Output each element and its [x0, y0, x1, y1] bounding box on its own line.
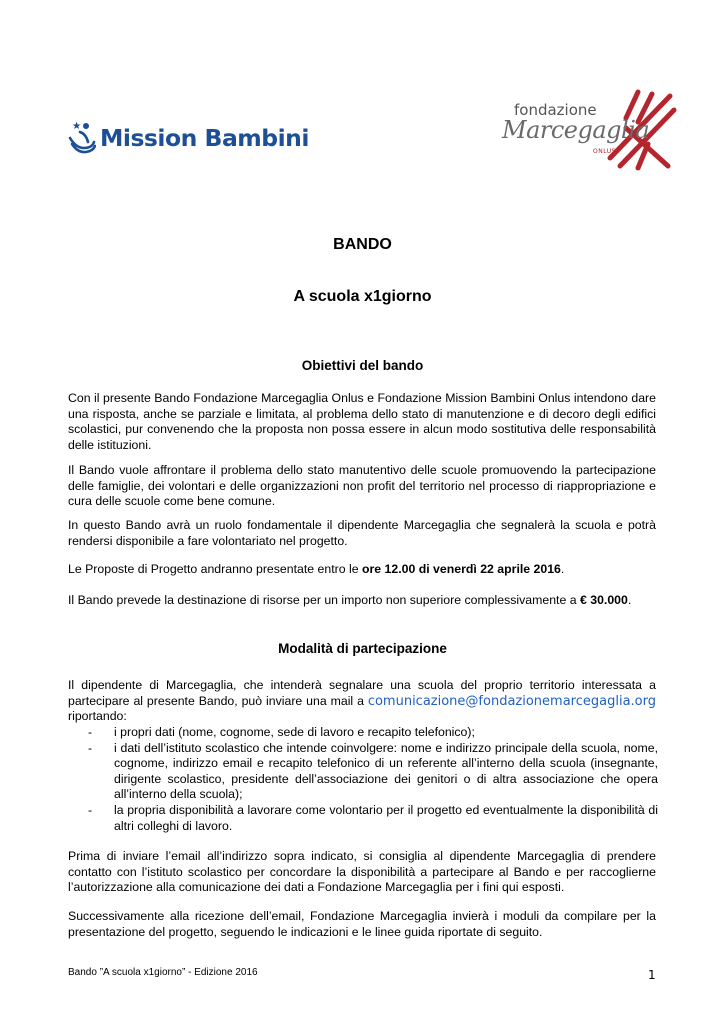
list-item-text: i propri dati (nome, cognome, sede di lavoro e recapito telefonico); [114, 725, 475, 739]
mission-bambini-logo [68, 118, 309, 158]
section-heading-objectives: Obiettivi del bando [301, 358, 424, 373]
list-item-text: la propria disponibilità a lavorare come volontario per il progetto ed eventualmente la disponibilità di altri colleghi di lavoro. [114, 802, 658, 833]
document-subtitle: A scuola x1giorno [293, 288, 432, 305]
paragraph-next-steps: Successivamente alla ricezione dell’email, Fondazione Marcegaglia invierà i moduli da compilare per la presentazione del progetto, seguendo le indicazioni e le linee guida riportate di seguito. [68, 909, 656, 939]
marcegaglia-text: Marcegaglia [502, 116, 650, 144]
budget-amount: € 30.000 [579, 593, 628, 607]
budget-text-post: . [627, 593, 632, 607]
mission-bambini-hands-icon [68, 120, 96, 156]
document-title: BANDO [333, 236, 392, 253]
paragraph-budget [68, 593, 656, 609]
list-item [88, 803, 658, 834]
page-number: 1 [648, 968, 656, 982]
paragraph-bando-goals: Il Bando vuole affrontare il problema dello stato manutentivo delle scuole promuovendo la partecipazione delle famiglie, dei volontari e delle organizzazioni non profit del territorio nel processo di riappropriazione e cura delle scuole come bene comune. [68, 463, 656, 509]
paragraph-intro: Con il presente Bando Fondazione Marcegaglia Onlus e Fondazione Mission Bambini Onlus intendono dare una risposta, anche se parziale e limitata, al problema dello stato di manutenzione e di decoro degli edifici scolastici, pur convenendo che la proposta non possa essere in alcun modo sostitutiva delle responsabilità delle istituzioni. [68, 391, 656, 452]
fondazione-text: fondazione [514, 101, 597, 119]
deadline-text-post: . [560, 562, 565, 576]
apply-text-pre: Il dipendente di Marcegaglia, che intenderà segnalare una scuola del proprio territorio interessata a partecipare al presente Bando, può inviare una mail a [68, 678, 656, 708]
list-bullet: - [88, 725, 93, 739]
mission-bambini-wordmark: Mission Bambini [100, 124, 309, 152]
deadline-date: ore 12.00 di venerdì 22 aprile 2016 [361, 562, 561, 576]
onlus-text: ONLUS [593, 148, 616, 155]
deadline-text-pre: Le Proposte di Progetto andranno presentate entro le [68, 562, 362, 576]
paragraph-how-to-apply [68, 678, 656, 725]
list-item-text: i dati dell’istituto scolastico che intende coinvolgere: nome e indirizzo principale della scuola, nome, cognome, indirizzo email e recapito telefonico di un referente all’interno della scuola (insegnante, dirigente scolastico, presidente dell’associazione dei genitori o di altra associazione che opera all’interno della scuola); [114, 740, 658, 802]
contact-email-link[interactable]: comunicazione@fondazionemarcegaglia.org [367, 693, 656, 709]
page-footer: Bando ”A scuola x1giorno” - Edizione 2016 [68, 967, 258, 978]
list-item [88, 725, 658, 741]
section-heading-participation: Modalità di partecipazione [278, 641, 447, 656]
paragraph-deadline [68, 562, 656, 578]
budget-text-pre: Il Bando prevede la destinazione di risorse per un importo non superiore complessivamente a [68, 593, 580, 607]
list-bullet: - [88, 740, 93, 755]
list-bullet: - [88, 802, 93, 817]
apply-text-post: riportando: [68, 709, 127, 724]
list-item [88, 741, 658, 803]
fondazione-marcegaglia-logo [498, 88, 678, 172]
paragraph-contact-school: Prima di inviare l’email all’indirizzo sopra indicato, si consiglia al dipendente Marcegaglia di prendere contatto con l’istituto scolastico per concordare la disponibilità a partecipare al Bando e per raccoglierne l’autorizzazione alla comunicazione dei dati a Fondazione Marcegaglia per i fini qui esposti. [68, 849, 656, 895]
requirements-list [88, 725, 658, 834]
paragraph-employee-role: In questo Bando avrà un ruolo fondamentale il dipendente Marcegaglia che segnalerà la scuola e potrà rendersi disponibile a fare volontariato nel progetto. [68, 518, 656, 548]
